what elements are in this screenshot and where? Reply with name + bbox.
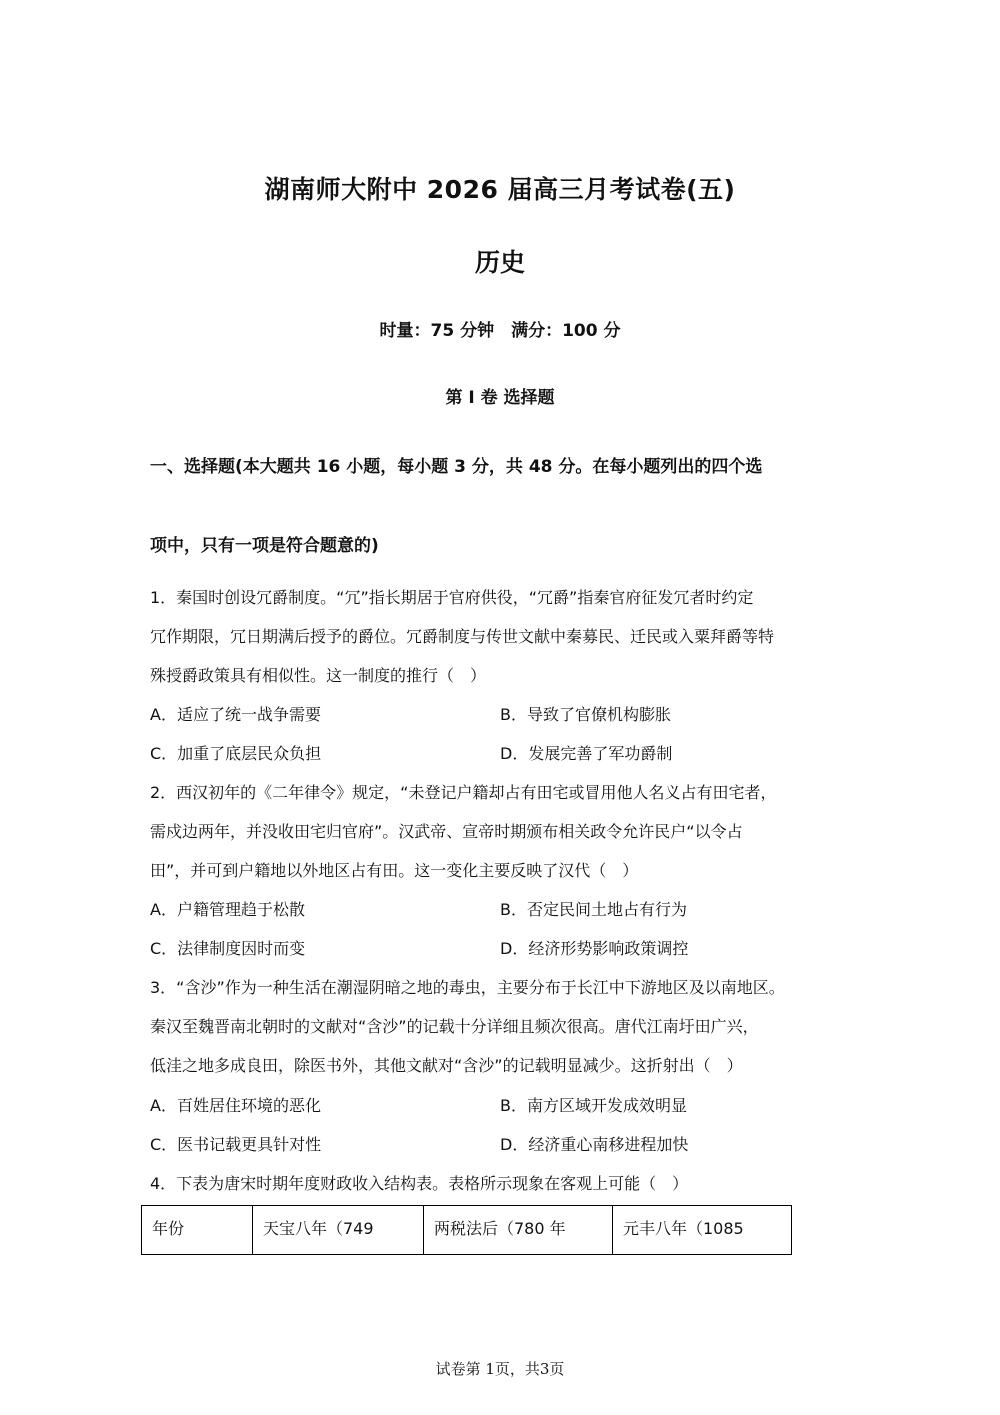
question-1-option-d: D．发展完善了军功爵制: [500, 744, 673, 763]
question-2-line-3: 田”，并可到户籍地以外地区占有田。这一变化主要反映了汉代（ ）: [150, 861, 639, 880]
question-1-line-1: 1．秦国时创设冗爵制度。“冗”指长期居于官府供役，“冗爵”指秦官府征发冗者时约定: [150, 588, 754, 607]
question-1-option-c: C．加重了底层民众负担: [150, 744, 322, 763]
question-3-option-c: C．医书记载更具针对性: [150, 1135, 322, 1154]
question-1-option-a: A．适应了统一战争需要: [150, 705, 321, 724]
question-3-line-2: 秦汉至魏晋南北朝时的文献对“含沙”的记载十分详细且频次很高。唐代江南圩田广兴，: [150, 1017, 759, 1036]
question-1-option-b: B．导致了官僚机构膨胀: [500, 705, 671, 724]
time-and-score: 时量：75 分钟 满分：100 分: [379, 321, 621, 341]
question-3-option-a: A．百姓居住环境的恶化: [150, 1096, 321, 1115]
question-3-line-1: 3．“含沙”作为一种生活在潮湿阴暗之地的毒虫，主要分布于长江中下游地区及以南地区。: [150, 978, 785, 997]
question-4-line-1: 4．下表为唐宋时期年度财政收入结构表。表格所示现象在客观上可能（ ）: [150, 1174, 689, 1193]
question-3-option-b: B．南方区域开发成效明显: [500, 1096, 687, 1115]
question-2-option-d: D．经济形势影响政策调控: [500, 939, 689, 958]
question-3-line-3: 低洼之地多成良田，除医书外，其他文献对“含沙”的记载明显减少。这折射出（ ）: [150, 1056, 743, 1075]
table-header-cell: 两税法后（780 年: [424, 1206, 613, 1255]
question-2-line-2: 需戍边两年，并没收田宅归官府”。汉武帝、宣帝时期颁布相关政令允许民户“以令占: [150, 822, 743, 841]
question-1-line-2: 冗作期限，冗日期满后授予的爵位。冗爵制度与传世文献中秦募民、迁民或入粟拜爵等特: [150, 627, 775, 646]
question-3-option-d: D．经济重心南移进程加快: [500, 1135, 689, 1154]
page-footer: 试卷第 1页，共3页: [435, 1360, 565, 1378]
fiscal-revenue-table: [141, 1205, 792, 1255]
question-2-option-c: C．法律制度因时而变: [150, 939, 306, 958]
volume-title: 第 I 卷 选择题: [445, 388, 555, 408]
table-row: [142, 1206, 792, 1255]
question-1-line-3: 殊授爵政策具有相似性。这一制度的推行（ ）: [150, 666, 487, 685]
question-2-line-1: 2．西汉初年的《二年律令》规定，“未登记户籍却占有田宅或冒用他人名义占有田宅者，: [150, 783, 777, 802]
section-heading-line-1: 一、选择题(本大题共 16 小题，每小题 3 分，共 48 分。在每小题列出的四个选: [150, 457, 763, 477]
table-header-cell: 年份: [142, 1206, 253, 1255]
section-heading-line-2: 项中，只有一项是符合题意的): [150, 536, 379, 556]
question-2-option-b: B．否定民间土地占有行为: [500, 900, 687, 919]
question-2-option-a: A．户籍管理趋于松散: [150, 900, 305, 919]
table-header-cell: 天宝八年（749: [253, 1206, 424, 1255]
table-header-cell: 元丰八年（1085: [613, 1206, 792, 1255]
exam-title: 湖南师大附中 2026 届高三月考试卷(五): [264, 175, 736, 204]
subject-title: 历史: [474, 248, 525, 277]
